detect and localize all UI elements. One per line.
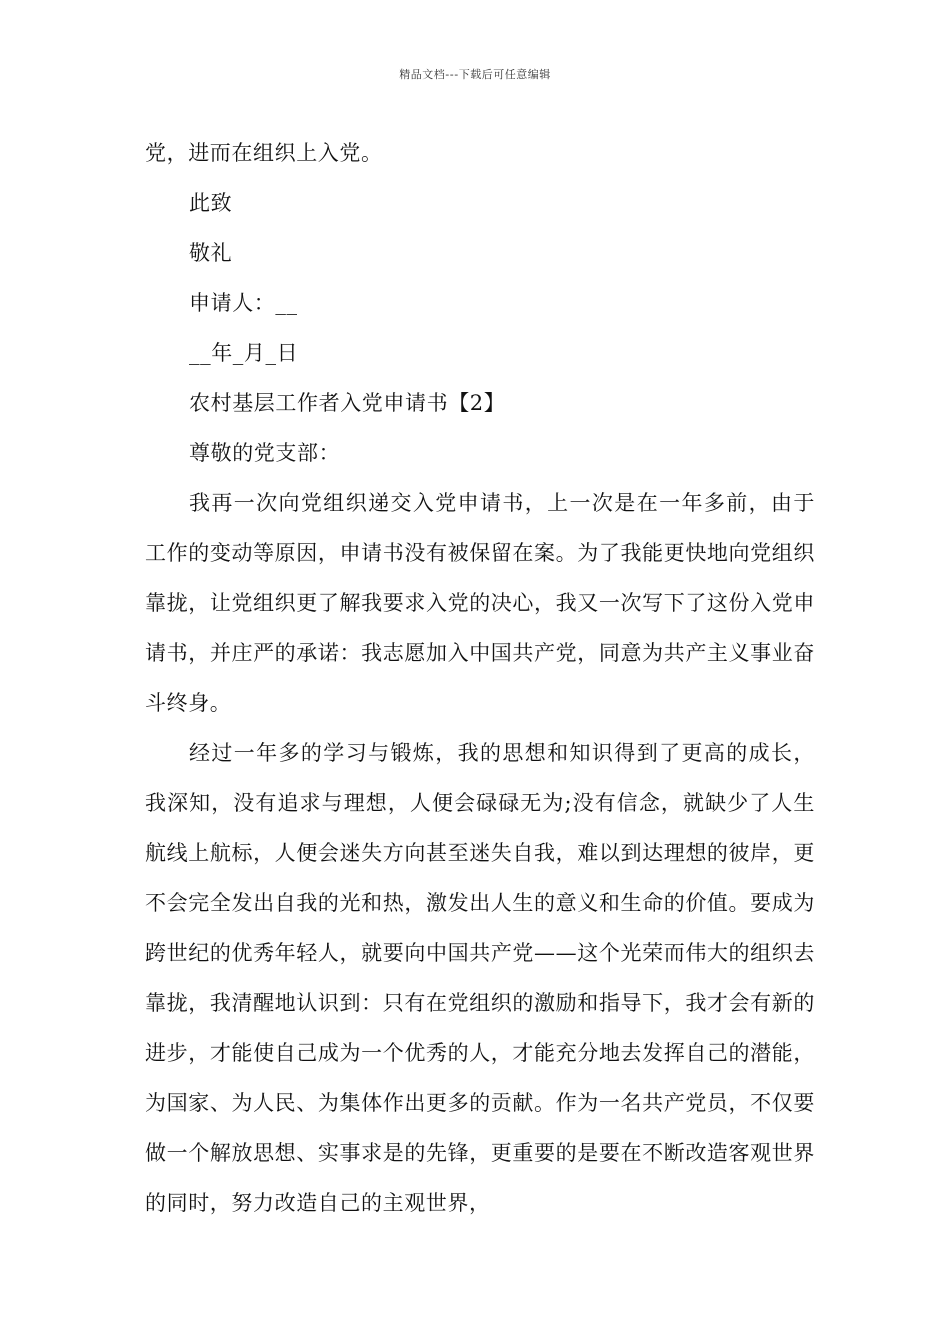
paragraph-1: 我再一次向党组织递交入党申请书，上一次是在一年多前，由于工作的变动等原因，申请书没有被保留在案。为了我能更快地向党组织靠拢，让党组织更了解我要求入党的决心，我又一次写下了这份入党申请书，并庄严的承诺：我志愿加入中国共产党，同意为共产主义事业奋斗终身。 — [145, 491, 815, 715]
continuation-line: 党，进而在组织上入党。 — [145, 141, 383, 165]
section-title: 农村基层工作者入党申请书【2】 — [189, 391, 506, 415]
salutation: 尊敬的党支部： — [189, 441, 341, 465]
closing-greeting: 此致 — [189, 191, 233, 215]
closing-salute: 敬礼 — [189, 241, 233, 265]
paragraph-2: 经过一年多的学习与锻炼，我的思想和知识得到了更高的成长，我深知，没有追求与理想，人便会碌碌无为;没有信念，就缺少了人生航线上航标，人便会迷失方向甚至迷失自我，难以到达理想的彼岸，更不会完全发出自我的光和热，激发出人生的意义和生命的价值。要成为跨世纪的优秀年轻人，就要向中国共产党——这个光荣而伟大的组织去靠拢，我清醒地认识到：只有在党组织的激励和指导下，我才会有新的进步，才能使自己成为一个优秀的人，才能充分地去发挥自己的潜能，为国家、为人民、为集体作出更多的贡献。作为一名共产党员，不仅要做一个解放思想、实事求是的先锋，更重要的是要在不断改造客观世界的同时，努力改造自己的主观世界， — [145, 741, 815, 1215]
document-body — [145, 128, 815, 1228]
page-header: 精品文档---下载后可任意编辑 — [399, 68, 551, 81]
date-line: __年_月_日 — [189, 341, 299, 365]
applicant-line: 申请人：__ — [189, 291, 298, 315]
